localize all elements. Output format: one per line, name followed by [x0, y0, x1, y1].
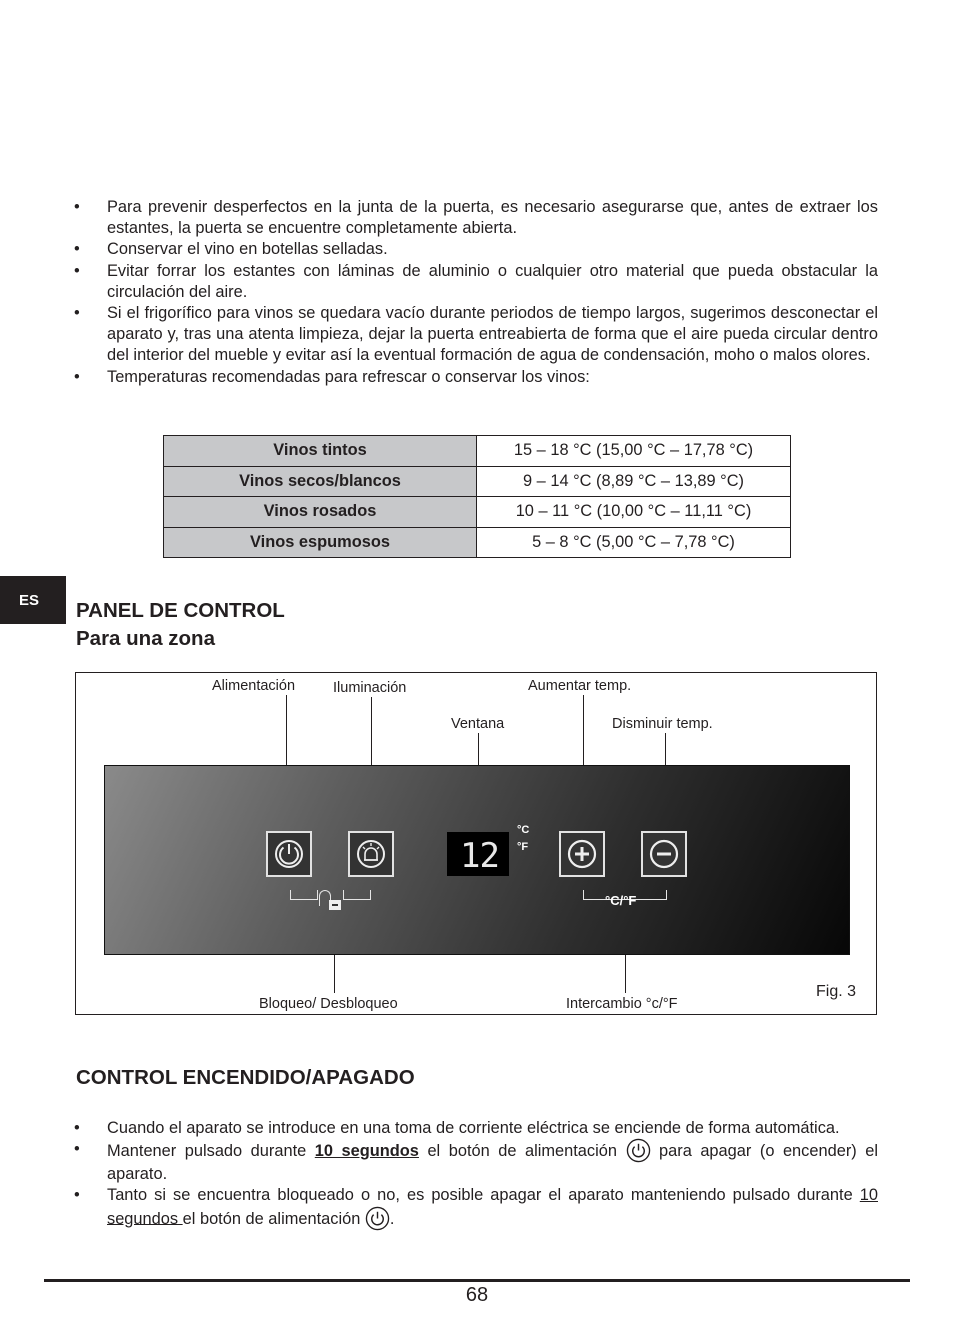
section-title-panel: PANEL DE CONTROL	[76, 599, 285, 622]
language-tab: ES	[0, 576, 66, 624]
section-title-onoff: CONTROL ENCENDIDO/APAGADO	[76, 1066, 415, 1089]
table-row: Vinos espumosos 5 – 8 °C (5,00 °C – 7,78 °C)	[164, 527, 791, 558]
label-lock: Bloqueo/ Desbloqueo	[259, 996, 398, 1012]
bullet-list-top	[0, 197, 954, 388]
bullet-item: • Conservar el vino en botellas selladas.	[74, 240, 388, 259]
bullet-item: • Evitar forrar los estantes con láminas de aluminio o cualquier otro material que pueda obstacular la circulación del aire.	[74, 261, 878, 301]
plus-icon	[561, 833, 603, 875]
temperature-display	[447, 832, 509, 876]
unit-c: °C	[517, 824, 530, 836]
table-row: Vinos tintos 15 – 18 °C (15,00 °C – 17,78 °C)	[164, 436, 791, 467]
minus-icon	[643, 833, 685, 875]
section-subtitle-panel: Para una zona	[76, 627, 215, 650]
label-unit-switch: Intercambio °c/°F	[566, 996, 678, 1012]
footer-rule	[44, 1279, 910, 1282]
bullet-item: • Cuando el aparato se introduce en una toma de corriente eléctrica se enciende de forma automática.	[74, 1119, 840, 1137]
lock-bracket-left	[290, 890, 318, 900]
temperature-table	[163, 435, 791, 558]
light-icon	[350, 833, 392, 875]
bullet-item: • Temperaturas recomendadas para refrescar o conservar los vinos:	[74, 367, 590, 386]
lock-bracket-right	[343, 890, 371, 900]
table-row: Vinos secos/blancos 9 – 14 °C (8,89 °C – 13,89 °C)	[164, 466, 791, 497]
figure-caption: Fig. 3	[816, 983, 857, 1000]
lock-icon	[329, 900, 341, 910]
label-power: Alimentación	[212, 678, 296, 694]
increase-button[interactable]	[559, 831, 605, 877]
bullet-list-bottom	[0, 1118, 954, 1232]
control-panel-figure	[75, 672, 877, 1015]
bullet-item: • Mantener pulsado durante 10 segundos el botón de alimentación para apagar (o encender) el aparato.	[74, 1140, 879, 1184]
control-panel	[104, 765, 850, 955]
label-light: Iluminación	[333, 680, 407, 696]
page-number: 68	[465, 1284, 489, 1306]
label-window: Ventana	[451, 716, 505, 732]
display-digits	[447, 832, 509, 876]
light-button[interactable]	[348, 831, 394, 877]
unit-f: °F	[517, 841, 529, 853]
unit-indicator	[517, 822, 529, 856]
display-value: 12	[460, 836, 500, 876]
bullet-item: • Para prevenir desperfectos en la junta de la puerta, es necesario asegurarse que, antes de extraer los estantes, la puerta se encuentre completamente abierta.	[74, 198, 878, 238]
table-row: Vinos rosados 10 – 11 °C (10,00 °C – 11,11 °C)	[164, 497, 791, 528]
label-decrease: Disminuir temp.	[612, 716, 713, 732]
decrease-button[interactable]	[641, 831, 687, 877]
power-icon	[626, 1138, 651, 1163]
unit-switch-label: °C/°F	[605, 893, 637, 908]
power-icon	[365, 1206, 390, 1231]
power-icon	[268, 833, 310, 875]
bullet-item: • Si el frigorífico para vinos se quedara vacío durante periodos de tiempo largos, sugerimos desconectar el aparato y, tras una atenta limpieza, dejar la puerta entreabierta de forma que el aire pueda circular dentro del interior del mueble y evitar así la eventual formación de agua de condensación, moho o malos olores.	[74, 304, 878, 365]
power-button[interactable]	[266, 831, 312, 877]
label-increase: Aumentar temp.	[528, 678, 632, 694]
bullet-item: • Tanto si se encuentra bloqueado o no, es posible apagar el aparato manteniendo pulsado durante 10 segundos el botón de alimentación .	[0, 1185, 954, 1231]
